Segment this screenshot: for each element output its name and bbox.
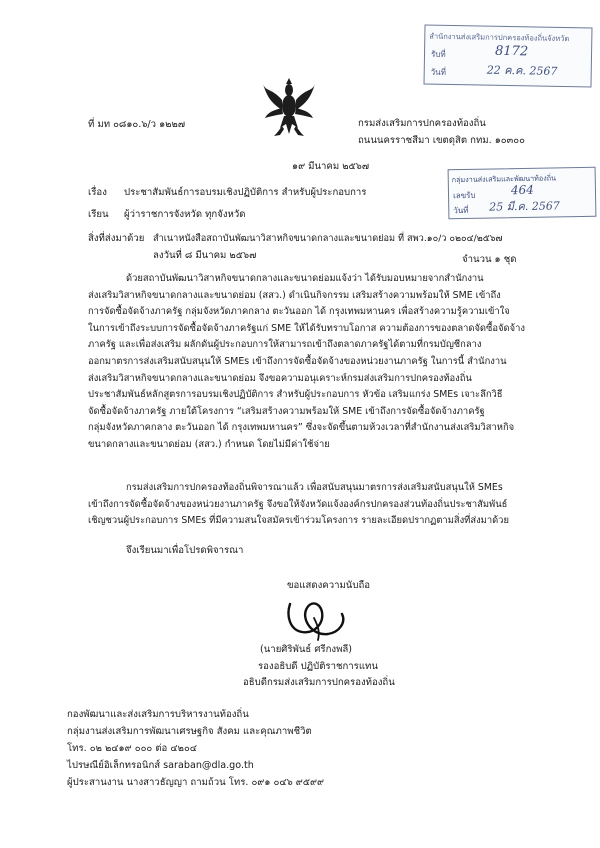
sender-address: ถนนนครราชสีมา เขตดุสิต กทม. ๑๐๓๐๐ [358, 135, 525, 146]
document-number: ที่ มท ๐๘๑๐.๖/ว ๑๒๒๗ [88, 119, 186, 130]
body-line: ด้วยสถาบันพัฒนาวิสาหกิจขนาดกลางและขนาดย่อมแจ้งว่า ได้รับมอบหมายจากสำนักงาน [126, 273, 484, 284]
body-line: การจัดซื้อจัดจ้างภาครัฐ กลุ่มจังหวัดภาคกลาง ตะวันออก ได้ กรุงเทพมหานคร เพื่อสร้างความรู้ความเข้าใจ [88, 306, 510, 318]
received-stamp [423, 25, 592, 88]
attachment-line2: ลงวันที่ ๘ มีนาคม ๒๕๖๗ [153, 250, 257, 261]
body-paragraph-2 [88, 480, 528, 530]
stamp-recv-label: รับที่ [430, 49, 446, 59]
dept-stamp-date: 25 มี.ค. 2567 [489, 199, 560, 214]
footer-phone: โทร. ๐๒ ๒๔๑๙ ๐๐๐ ต่อ ๔๒๐๔ [67, 743, 198, 754]
stamp-recv-no: 8172 [494, 43, 529, 60]
body-line: ออกมาตรการส่งเสริมสนับสนุนให้ SMEs เข้าถึงการจัดซื้อจัดจ้างของหน่วยงานภาครัฐ ในการนี้ สำนักงาน [88, 355, 507, 367]
stamp-date-label: วันที่ [430, 67, 447, 77]
sender-org: กรมส่งเสริมการปกครองท้องถิ่น [358, 118, 486, 129]
footer-email: ไปรษณีย์อิเล็กทรอนิกส์ saraban@dla.go.th [67, 760, 254, 771]
stamp-date: 22 ค.ค. 2567 [486, 63, 558, 78]
body-line: เข้าถึงการจัดซื้อจัดจ้างของหน่วยงานภาครัฐ จึงขอให้จังหวัดแจ้งองค์กรปกครองส่วนท้องถิ่นประชาสัมพันธ์ [88, 498, 508, 510]
body-line: กรมส่งเสริมการปกครองท้องถิ่นพิจารณาแล้ว เพื่อสนับสนุนมาตรการส่งเสริมสนับสนุนให้ SMEs [126, 482, 503, 493]
subject-text: ประชาสัมพันธ์การอบรมเชิงปฏิบัติการ สำหรับผู้ประกอบการ [124, 187, 367, 198]
dept-stamp-recv-label: เลขรับ [452, 190, 476, 201]
to-label: เรียน [88, 209, 109, 220]
body-line: ในการเข้าถึงระบบการจัดซื้อจัดจ้างภาครัฐแก่ SME ให้ได้รับทราบโอกาส ความต้องการของตลาดจัดซื้อจัดจ้าง [88, 322, 525, 334]
signer-name: (นายศิริพันธ์ ศรีกงพลี) [260, 644, 353, 655]
department-stamp [448, 167, 597, 220]
body-line: เชิญชวนผู้ประกอบการ SMEs ที่มีความสนใจสมัครเข้าร่วมโครงการ รายละเอียดปรากฏตามสิ่งที่ส่งมาด้วย [88, 515, 509, 527]
closing-line: จึงเรียนมาเพื่อโปรดพิจารณา [126, 545, 244, 556]
dept-stamp-recv-no: 464 [510, 182, 534, 198]
body-line: จัดซื้อจัดจ้างภาครัฐ ภายใต้โครงการ “เสริมสร้างความพร้อมให้ SME เข้าถึงการจัดซื้อจัดจ้างภาครัฐ [88, 405, 485, 417]
stamp-title: สำนักงานส่งเสริมการปกครองท้องถิ่นจังหวัด [429, 31, 570, 44]
to-text: ผู้ว่าราชการจังหวัด ทุกจังหวัด [124, 209, 246, 220]
footer-group: กลุ่มงานส่งเสริมการพัฒนาเศรษฐกิจ สังคม และคุณภาพชีวิต [67, 726, 312, 737]
signer-title-2: อธิบดีกรมส่งเสริมการปกครองท้องถิ่น [243, 677, 395, 688]
body-line: กลุ่มจังหวัดภาคกลาง ตะวันออก ได้ กรุงเทพมหานคร” ซึ่งจะจัดขึ้นตามห้วงเวลาที่สำนักงานส่งเสริมวิสาหกิจ [88, 422, 515, 434]
footer-contact: ผู้ประสานงาน นางสาวธัญญา ถามถ้วน โทร. ๐๙๑ ๐๔๖ ๙๕๙๙ [67, 777, 325, 788]
subject-label: เรื่อง [88, 187, 107, 198]
footer-division: กองพัฒนาและส่งเสริมการบริหารงานท้องถิ่น [67, 709, 249, 720]
body-line: ส่งเสริมวิสาหกิจขนาดกลางและขนาดย่อม จึงขอความอนุเคราะห์กรมส่งเสริมการปกครองท้องถิ่น [88, 372, 472, 384]
body-paragraph-1 [88, 271, 528, 454]
letter-date: ๑๙ มีนาคม ๒๕๖๗ [292, 161, 370, 172]
attachment-line1: สำเนาหนังสือสถาบันพัฒนาวิสาหกิจขนาดกลางและขนาดย่อม ที่ สพว.๑๐/ว ๐๒๐๔/๒๕๖๗ [153, 233, 503, 244]
body-line: ขนาดกลางและขนาดย่อม (สสว.) กำหนด โดยไม่มีค่าใช้จ่าย [88, 438, 330, 450]
signer-title-1: รองอธิบดี ปฏิบัติราชการแทน [258, 661, 378, 672]
regards: ขอแสดงความนับถือ [287, 580, 371, 591]
body-line: ภาครัฐ และเพื่อส่งเสริม ผลักดันผู้ประกอบการให้สามารถเข้าถึงตลาดภาครัฐได้ตามที่กรมบัญชีกลาง [88, 339, 482, 351]
body-line: ประชาสัมพันธ์หลักสูตรการอบรมเชิงปฏิบัติการ สำหรับผู้ประกอบการ หัวข้อ เสริมแกร่ง SMEs เจาะลึกวิธี [88, 389, 503, 401]
dept-stamp-title: กลุ่มงานส่งเสริมและพัฒนาท้องถิ่น [451, 173, 557, 185]
garuda-emblem [262, 78, 316, 136]
body-line: ส่งเสริมวิสาหกิจขนาดกลางและขนาดย่อม (สสว.) ดำเนินกิจกรรม เสริมสร้างความพร้อมให้ SME เข้าถึง [88, 289, 501, 301]
attachment-label: สิ่งที่ส่งมาด้วย [88, 233, 145, 244]
attachment-count: จำนวน ๑ ชุด [462, 254, 517, 265]
dept-stamp-date-label: วันที่ [453, 205, 469, 216]
signature-scribble [284, 596, 350, 642]
